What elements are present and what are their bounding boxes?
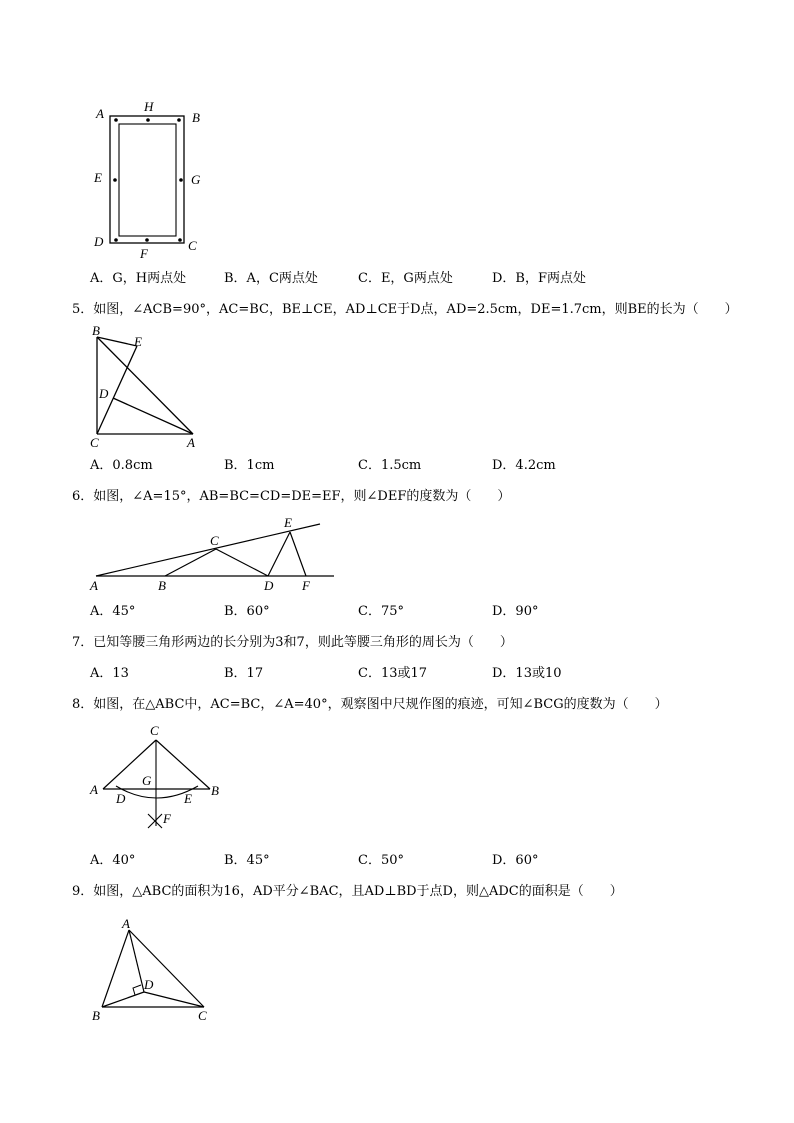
q8-option-b[interactable]: B．45° <box>224 853 270 868</box>
q9-label-B: B <box>92 1008 100 1023</box>
q7-option-a[interactable]: A．13 <box>90 666 129 681</box>
q6-label-E: E <box>284 515 292 530</box>
q6-option-b[interactable]: B．60° <box>224 604 270 619</box>
q8-figure <box>86 724 236 832</box>
q6-stem: 6．如图，∠A=15°，AB=BC=CD=DE=EF，则∠DEF的度数为（ ） <box>72 489 511 504</box>
q4-option-a[interactable]: A．G，H两点处 <box>90 271 187 286</box>
q5-stem: 5．如图，∠ACB=90°，AC=BC，BE⊥CE，AD⊥CE于D点，AD=2.5cm，DE=1.7cm，则BE的长为（ ） <box>72 302 738 317</box>
q6-option-a[interactable]: A．45° <box>90 604 136 619</box>
q9-stem: 9．如图，△ABC的面积为16，AD平分∠BAC，且AD⊥BD于点D，则△ADC的面积是（ ） <box>72 884 623 899</box>
q5-label-D: D <box>99 386 109 401</box>
q4-label-B: B <box>192 110 200 125</box>
q6-label-B: B <box>158 578 166 593</box>
q9-label-A: A <box>122 916 130 931</box>
q4-label-D: D <box>94 234 104 249</box>
q6-label-A: A <box>90 578 98 593</box>
q4-option-b[interactable]: B．A，C两点处 <box>224 271 318 286</box>
q8-label-F: F <box>163 811 171 826</box>
q4-option-d[interactable]: D．B，F两点处 <box>492 271 586 286</box>
q4-label-F: F <box>140 246 148 261</box>
q5-option-b[interactable]: B．1cm <box>224 458 275 473</box>
q5-label-B: B <box>92 323 100 338</box>
q5-label-E: E <box>134 334 142 349</box>
q5-label-A: A <box>187 435 195 450</box>
q8-label-E: E <box>184 791 192 806</box>
q6-figure <box>88 512 340 594</box>
q7-option-d[interactable]: D．13或10 <box>492 666 562 681</box>
q6-label-C: C <box>210 533 219 548</box>
q7-option-c[interactable]: C．13或17 <box>358 666 428 681</box>
q6-option-d[interactable]: D．90° <box>492 604 539 619</box>
q4-label-E: E <box>94 170 102 185</box>
q8-option-c[interactable]: C．50° <box>358 853 404 868</box>
q8-option-a[interactable]: A．40° <box>90 853 136 868</box>
q5-figure <box>85 322 205 452</box>
q8-option-d[interactable]: D．60° <box>492 853 539 868</box>
q8-stem: 8．如图，在△ABC中，AC=BC，∠A=40°，观察图中尺规作图的痕迹，可知∠BCG的度数为（ ） <box>72 697 668 712</box>
q4-label-H: H <box>144 99 154 114</box>
q6-option-c[interactable]: C．75° <box>358 604 404 619</box>
q4-option-c[interactable]: C．E，G两点处 <box>358 271 453 286</box>
q8-label-A: A <box>90 782 98 797</box>
q7-stem: 7．已知等腰三角形两边的长分别为3和7，则此等腰三角形的周长为（ ） <box>72 635 513 650</box>
q6-label-F: F <box>302 578 310 593</box>
q4-figure <box>88 98 218 260</box>
q6-label-D: D <box>264 578 274 593</box>
q9-label-C: C <box>198 1008 207 1023</box>
q5-option-c[interactable]: C．1.5cm <box>358 458 422 473</box>
q9-label-D: D <box>144 977 154 992</box>
q8-label-G: G <box>142 773 152 788</box>
q5-option-d[interactable]: D．4.2cm <box>492 458 556 473</box>
q5-label-C: C <box>90 435 99 450</box>
q9-figure <box>88 916 218 1024</box>
q4-label-G: G <box>191 172 201 187</box>
q8-label-C: C <box>150 723 159 738</box>
q8-label-B: B <box>211 783 219 798</box>
q7-option-b[interactable]: B．17 <box>224 666 264 681</box>
q4-label-A: A <box>96 106 104 121</box>
q4-label-C: C <box>188 238 197 253</box>
q8-label-D: D <box>116 791 126 806</box>
q5-option-a[interactable]: A．0.8cm <box>90 458 153 473</box>
